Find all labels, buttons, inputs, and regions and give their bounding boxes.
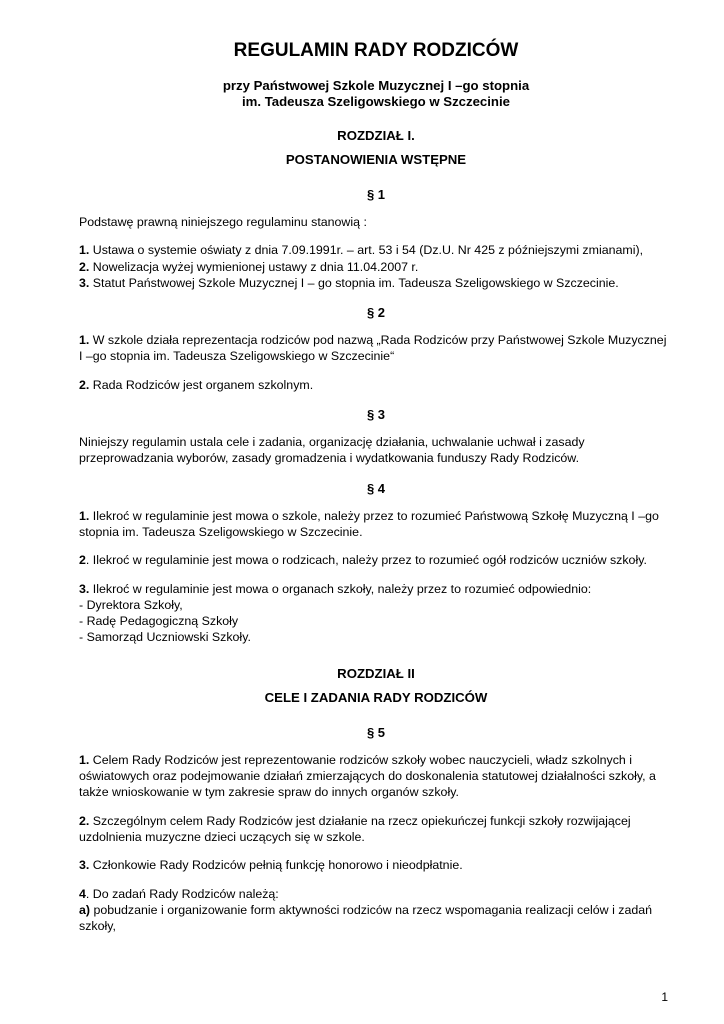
paragraph-3-sign: § 3	[366, 407, 386, 423]
paragraph-4-item-1: 1. Ilekroć w regulaminie jest mowa o szkole, należy przez to rozumieć Państwową Szkołę Muzyczną I –go stopnia im. Tadeusza Szeligowskiego w Szczecinie.	[79, 508, 659, 539]
document-subtitle	[79, 78, 673, 110]
subtitle-line-1: przy Państwowej Szkole Muzycznej I –go stopnia	[222, 78, 530, 93]
chapter-2-number: ROZDZIAŁ II	[337, 665, 415, 681]
page-number: 1	[661, 990, 668, 1004]
organ-item: - Dyrektora Szkoły,	[79, 597, 183, 612]
paragraph-5-item-2: 2. Szczególnym celem Rady Rodziców jest działanie na rzecz opiekuńczej funkcji szkoły rozwijającej uzdolnienia muzyczne dzieci uczących się w szkole.	[79, 813, 631, 844]
paragraph-2-item-2: 2. Rada Rodziców jest organem szkolnym.	[79, 377, 314, 392]
paragraph-4-item-2: 2. Ilekroć w regulaminie jest mowa o rodzicach, należy przez to rozumieć ogół rodziców uczniów szkoły.	[79, 553, 647, 568]
paragraph-4-sign: § 4	[366, 480, 386, 496]
paragraph-5-item-4a: a) pobudzanie i organizowanie form aktywności rodziców na rzecz wspomagania realizacji celów i zadań szkoły,	[79, 902, 653, 934]
organ-item: - Radę Pedagogiczną Szkoły	[79, 614, 239, 629]
paragraph-5-item-1: 1. Celem Rady Rodziców jest reprezentowanie rodziców szkoły wobec nauczycieli, władz szkolnych i oświatowych oraz podejmowanie działań zmierzających do doskonalenia statutowej działalności szkoły, a także wnioskowanie w tym zakresie spraw do innych organów szkoły.	[79, 752, 656, 800]
paragraph-5-item-4: 4. Do zadań Rady Rodziców należą:	[79, 886, 279, 901]
paragraph-5-sign: § 5	[366, 724, 386, 740]
paragraph-1-item-2: 2. Nowelizacja wyżej wymienionej ustawy z dnia 11.04.2007 r.	[79, 259, 419, 274]
organ-item: - Samorząd Uczniowski Szkoły.	[79, 630, 251, 645]
paragraph-2-item-1: 1. W szkole działa reprezentacja rodziców pod nazwą „Rada Rodziców przy Państwowej Szkole Muzycznej I –go stopnia im. Tadeusza Szeligowskiego w Szczecinie“	[79, 333, 667, 364]
chapter-1-name: POSTANOWIENIA WSTĘPNE	[285, 152, 467, 167]
chapter-1-number: ROZDZIAŁ I.	[337, 128, 415, 143]
paragraph-4-body	[79, 508, 673, 646]
paragraph-2-sign: § 2	[366, 305, 386, 321]
paragraph-3-text: Niniejszy regulamin ustala cele i zadania, organizację działania, uchwalanie uchwał i zasady przeprowadzania wyborów, zasady gromadzenia i wydatkowania funduszy Rady Rodziców.	[79, 435, 585, 466]
document-page	[79, 40, 673, 948]
paragraph-2-body	[79, 332, 673, 393]
paragraph-3-body	[79, 434, 673, 467]
paragraph-1-item-1: 1. Ustawa o systemie oświaty z dnia 7.09.1991r. – art. 53 i 54 (Dz.U. Nr 425 z późniejszymi zmianami),	[79, 243, 644, 258]
paragraph-1-body	[79, 214, 673, 291]
paragraph-1-item-3: 3. Statut Państwowej Szkole Muzycznej I – go stopnia im. Tadeusza Szeligowskiego w Szczecinie.	[79, 275, 619, 290]
document-title: REGULAMIN RADY RODZICÓW	[233, 40, 519, 61]
chapter-2-name: CELE I ZADANIA RADY RODZICÓW	[264, 689, 488, 705]
paragraph-4-item-3: 3. Ilekroć w regulaminie jest mowa o organach szkoły, należy przez to rozumieć odpowiednio:	[79, 581, 592, 596]
paragraph-5-item-3: 3. Członkowie Rady Rodziców pełnią funkcję honorowo i nieodpłatnie.	[79, 858, 463, 873]
paragraph-1-intro: Podstawę prawną niniejszego regulaminu stanowią :	[79, 215, 367, 229]
paragraph-1-sign: § 1	[366, 187, 386, 202]
paragraph-5-body	[79, 752, 673, 935]
subtitle-line-2: im. Tadeusza Szeligowskiego w Szczecinie	[242, 94, 510, 109]
